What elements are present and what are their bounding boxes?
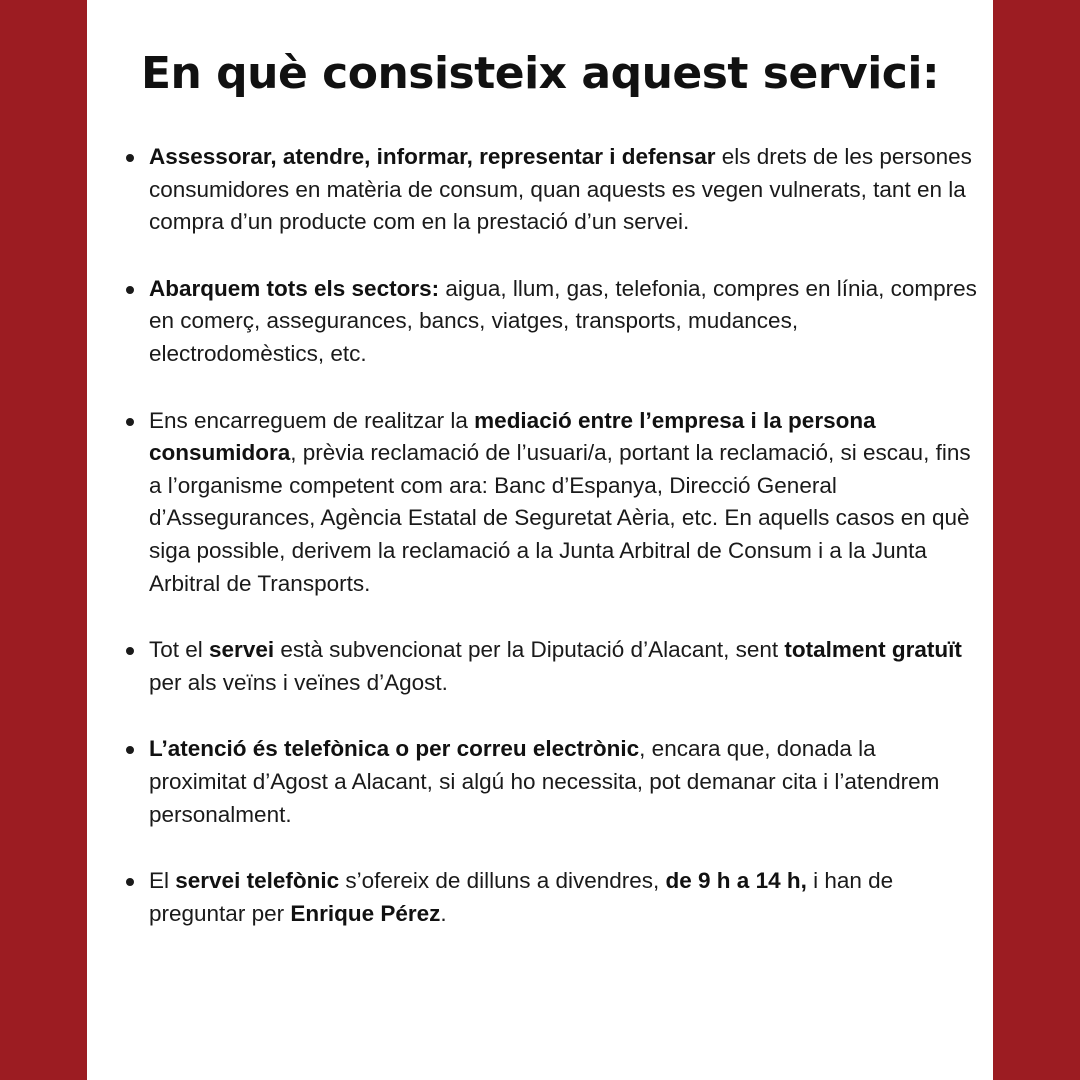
item-text: els drets de les persones consumidores en matèria de consum, quan aquests es vegen vulnerats, tant en la compra d’un producte com en la prestació d’un servei. [149,144,972,235]
item-bold-text: Abarquem tots els sectors: [149,275,440,301]
item-bold-text: de 9 h a 14 h, [665,868,807,894]
item-bold-text: L’atenció és telefònica o per correu electrònic [149,736,640,762]
item-text: , encara que, donada la proximitat d’Agost a Alacant, si algú ho necessita, pot demanar cita i l’atendrem personalment. [149,736,940,827]
item-bold-text: mediació entre l’empresa i la persona consumidora [149,407,876,466]
bullet-icon [126,878,134,886]
list-item [149,865,979,930]
item-text: s’ofereix de dilluns a divendres, [339,868,666,894]
service-list [149,141,979,964]
item-bold-text: Enrique Pérez [290,900,441,926]
item-text: El [149,868,176,894]
list-item [149,405,979,601]
bullet-icon [126,746,134,754]
bullet-icon [126,286,134,294]
bullet-icon [126,647,134,655]
bullet-icon [126,418,134,426]
list-item [149,634,979,699]
item-text: està subvencionat per la Diputació d’Alacant, sent [274,637,785,663]
bullet-icon [126,154,134,162]
item-bold-text: Assessorar, atendre, informar, representar i defensar [149,144,716,169]
list-item [149,273,979,371]
item-text: Ens encarreguem de realitzar la [149,407,475,433]
list-item [149,733,979,831]
list-item [149,141,979,239]
item-bold-text: totalment gratuït [784,637,962,663]
item-text: , prèvia reclamació de l’usuari/a, portant la reclamació, si escau, fins a l’organisme competent com ara: Banc d’Espanya, Direcció General d’Assegurances, Agència Estatal de Seguretat Aèria, etc. En aquells casos en què siga possible, derivem la reclamació a la Junta Arbitral de Consum i a la Junta Arbitral de Transports. [149,440,971,596]
item-bold-text: servei [209,637,275,663]
item-text: aigua, llum, gas, telefonia, compres en línia, compres en comerç, assegurances, bancs, viatges, transports, mudances, electrodomèstics, etc. [149,275,977,366]
item-bold-text: servei telefònic [175,868,340,894]
item-text: i han de preguntar per [149,868,894,926]
page-title: En què consisteix aquest servici: [140,48,940,99]
item-text: . [440,900,447,926]
content-panel [87,0,993,1080]
item-text: per als veïns i veïnes d’Agost. [149,669,448,695]
item-text: Tot el [149,637,210,663]
